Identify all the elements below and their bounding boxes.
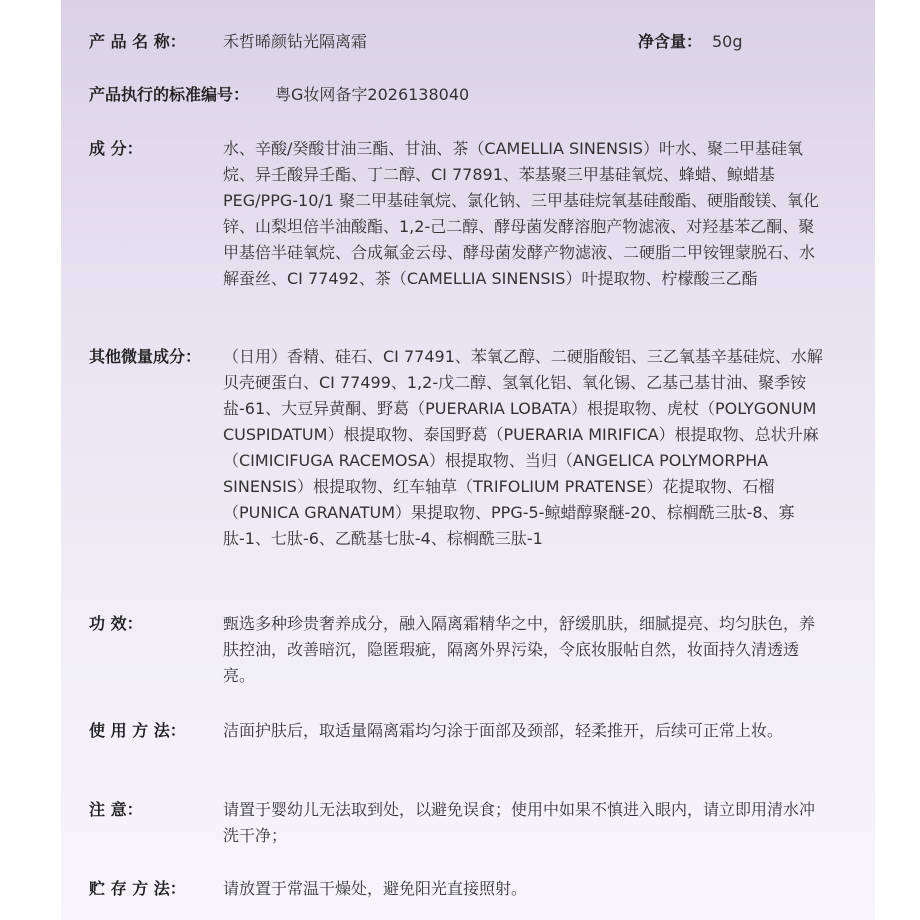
standard-number-value: 粤G妆网备字2026138040 [275,85,470,104]
product-name-label: 产 品 名 称： [89,32,186,51]
usage-label: 使 用 方 法： [89,721,186,740]
standard-number-label: 产品执行的标准编号： [89,85,250,104]
caution-value: 请置于婴幼儿无法取到处，以避免误食；使用中如果不慎进入眼内，请立即用清水冲洗干净； [223,800,816,845]
net-content-value: 50g [712,32,743,51]
ingredients-value: 水、辛酸/癸酸甘油三酯、甘油、茶（CAMELLIA SINENSIS）叶水、聚二甲基硅氧烷、异壬酸异壬酯、丁二醇、CI 77891、苯基聚三甲基硅氧烷、蜂蜡、鲸蜡基 PEG/PPG-10/1 聚二甲基硅氧烷、氯化钠、三甲基硅烷氧基硅酸酯、硬脂酸镁、氧化锌、山梨坦倍半油酸酯、1,2-己二醇、酵母菌发酵溶胞产物滤液、对羟基苯乙酮、聚甲基倍半硅氧烷、合成氟金云母、酵母菌发酵产物滤液、二硬脂二甲铵锂蒙脱石、水解蚕丝、CI 77492、茶（CAMELLIA SINENSIS）叶提取物、柠檬酸三乙酯 [223,139,820,288]
efficacy-value: 甄选多种珍贵奢养成分，融入隔离霜精华之中，舒缓肌肤，细腻提亮、均匀肤色，养肤控油，改善暗沉，隐匿瑕疵，隔离外界污染，令底妆服帖自然，妆面持久清透透亮。 [223,614,816,685]
trace-ingredients-label: 其他微量成分： [89,347,202,366]
storage-label: 贮 存 方 法： [89,879,186,898]
usage-value: 洁面护肤后，取适量隔离霜均匀涂于面部及颈部，轻柔推开，后续可正常上妆。 [223,721,784,740]
ingredients-label: 成 分： [89,139,143,158]
efficacy-label: 功 效： [89,614,143,633]
storage-value: 请放置于常温干燥处，避免阳光直接照射。 [223,879,528,898]
product-name-value: 禾哲晞颜钻光隔离霜 [223,32,368,51]
net-content-label: 净含量： [638,32,703,51]
trace-ingredients-value: （日用）香精、硅石、CI 77491、苯氧乙醇、二硬脂酸铝、三乙氧基辛基硅烷、水解贝壳硬蛋白、CI 77499、1,2-戊二醇、氢氧化铝、氧化锡、乙基己基甘油、聚季铵盐-61、大豆异黄酮、野葛（PUERARIA LOBATA）根提取物、虎杖（POLYGONUM CUSPIDATUM）根提取物、泰国野葛（PUERARIA MIRIFICA）根提取物、总状升麻（CIMICIFUGA RACEMOSA）根提取物、当归（ANGELICA POLYMORPHA SINENSIS）根提取物、红车轴草（TRIFOLIUM PRATENSE）花提取物、石榴（PUNICA GRANATUM）果提取物、PPG-5-鲸蜡醇聚醚-20、棕榈酰三肽-8、寡肽-1、七肽-6、乙酰基七肽-4、棕榈酰三肽-1 [223,347,823,548]
caution-label: 注 意： [89,800,143,819]
